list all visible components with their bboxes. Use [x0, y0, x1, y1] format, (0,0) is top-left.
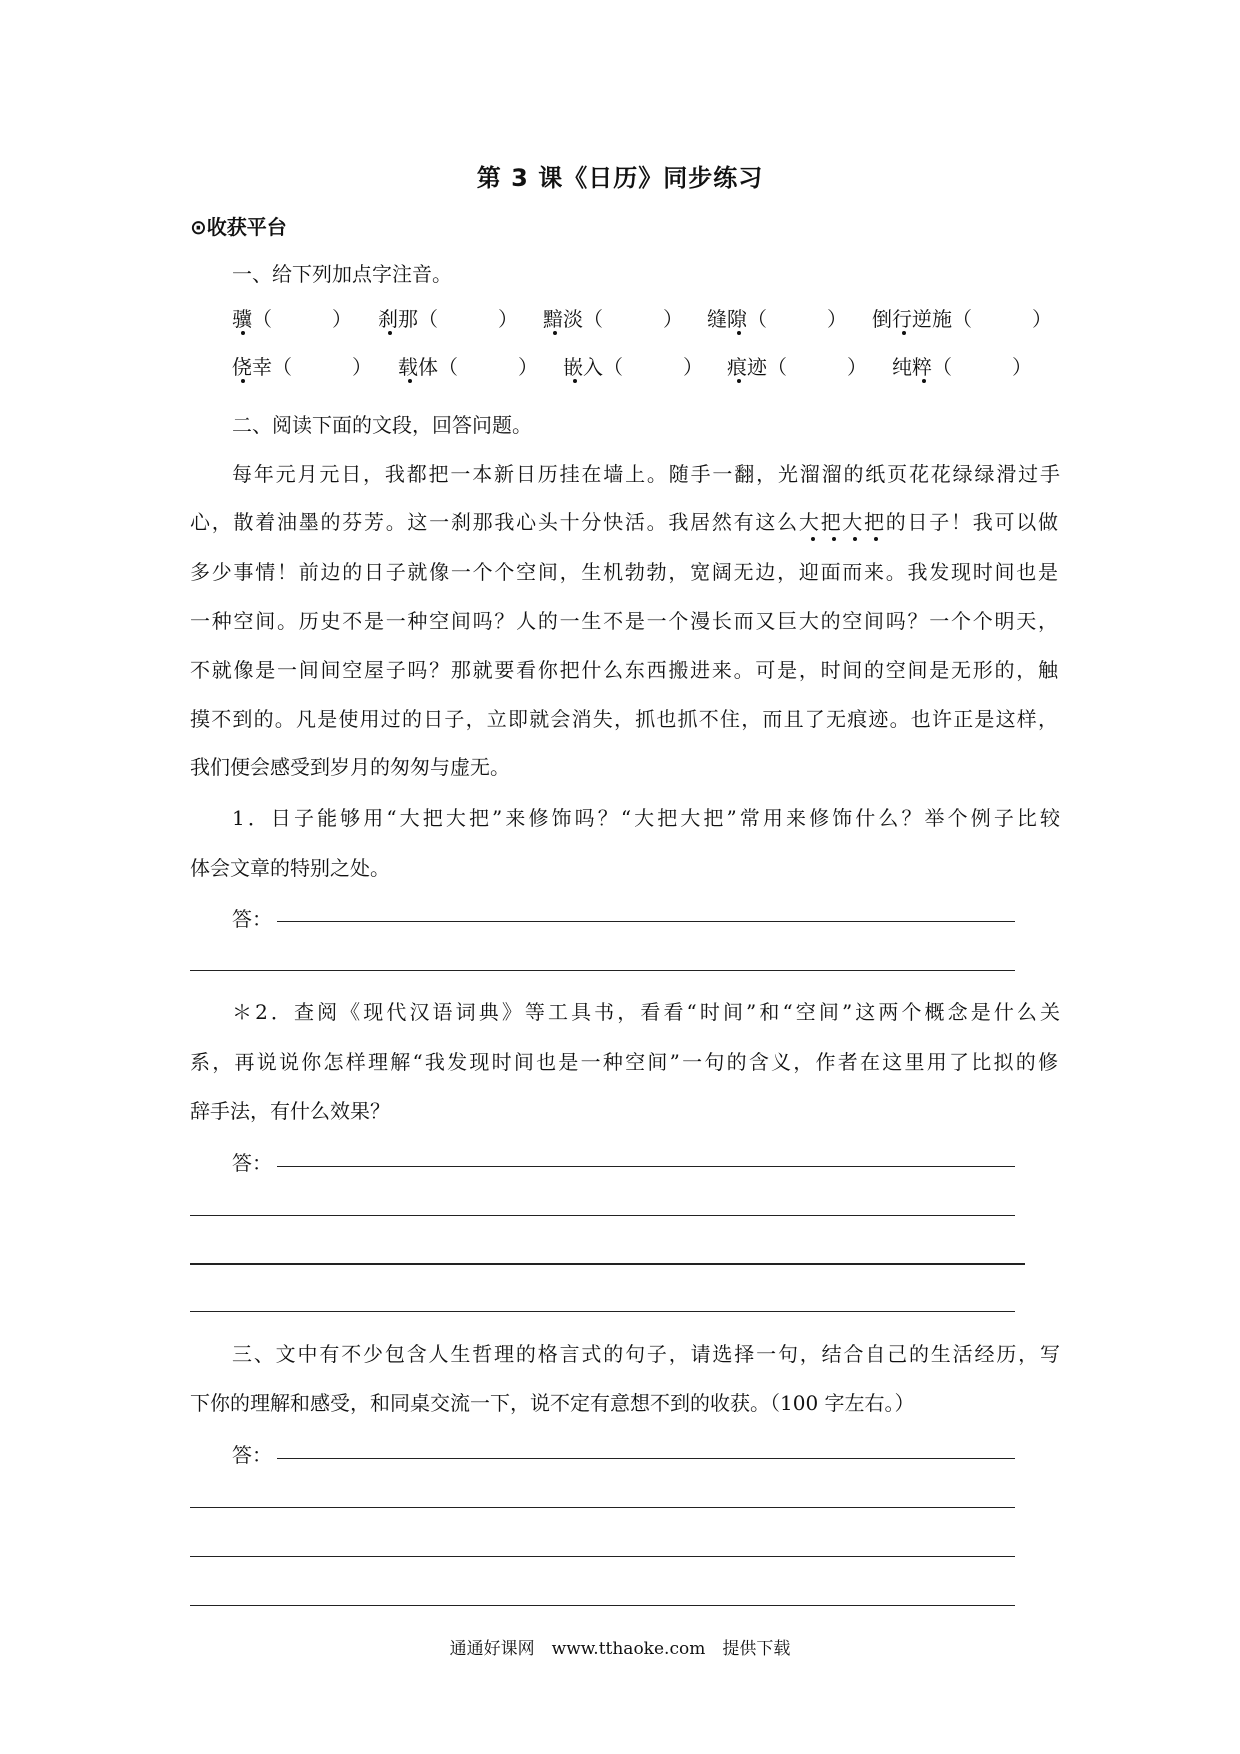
footer-credit: 通通好课网 www.tthaoke.com 提供下载: [449, 1639, 791, 1659]
answer-line[interactable]: [277, 1458, 1015, 1459]
answer-line[interactable]: [190, 1311, 1015, 1312]
pinyin-item: 骥（ ）: [232, 307, 352, 331]
sub-question-1-cont: 体会文章的特别之处。: [190, 856, 390, 880]
answer-line[interactable]: [190, 970, 1015, 971]
pinyin-item: 倒行逆施（ ）: [872, 307, 1052, 331]
pinyin-item: 黯淡（ ）: [543, 307, 683, 331]
page-title: 第 3 课《日历》同步练习: [476, 164, 764, 192]
emphasis-dot: [388, 331, 392, 335]
emphasis-dot: [573, 379, 577, 383]
answer-line[interactable]: [190, 1263, 1025, 1265]
emphasis-dot: [902, 331, 906, 335]
emphasis-dot: [832, 537, 836, 541]
answer-label: 答：: [232, 1151, 272, 1175]
q3-prompt: 三、文中有不少包含人生哲理的格言式的句子，请选择一句，结合自己的生活经历，写: [232, 1342, 1060, 1366]
emphasis-dot: [553, 331, 557, 335]
emphasis-dot: [408, 379, 412, 383]
passage-line: 每年元月元日，我都把一本新日历挂在墙上。随手一翻，光溜溜的纸页花花绿绿滑过手: [232, 462, 1060, 486]
q3-prompt-cont: 下你的理解和感受，和同桌交流一下，说不定有意想不到的收获。（100 字左右。）: [190, 1391, 915, 1415]
passage-line: 我们便会感受到岁月的匆匆与虚无。: [190, 755, 510, 779]
emphasis-dot: [922, 379, 926, 383]
passage-line: 多少事情！前边的日子就像一个个空间，生机勃勃，宽阔无边，迎面而来。我发现时间也是: [190, 560, 1058, 584]
passage-line: 不就像是一间间空屋子吗？那就要看你把什么东西搬进来。可是，时间的空间是无形的，触: [190, 658, 1058, 682]
answer-line[interactable]: [190, 1556, 1015, 1557]
answer-line[interactable]: [190, 1215, 1015, 1216]
sub-question-1: 1．日子能够用“大把大把”来修饰吗？“大把大把”常用来修饰什么？举个例子比较: [232, 806, 1060, 830]
pinyin-item: 痕迹（ ）: [727, 355, 867, 379]
emphasis-dot: [874, 537, 878, 541]
answer-line[interactable]: [190, 1605, 1015, 1606]
sub-question-2-cont: 辞手法，有什么效果？: [190, 1099, 390, 1123]
pinyin-item: 载体（ ）: [398, 355, 538, 379]
sub-question-2: ＊2．查阅《现代汉语词典》等工具书，看看“时间”和“空间”这两个概念是什么关: [232, 1000, 1060, 1024]
passage-line: 一种空间。历史不是一种空间吗？人的一生不是一个漫长而又巨大的空间吗？一个个明天，: [190, 609, 1058, 633]
pinyin-item: 刹那（ ）: [378, 307, 518, 331]
answer-line[interactable]: [190, 1507, 1015, 1508]
pinyin-item: 嵌入（ ）: [563, 355, 703, 379]
pinyin-item: 缝隙（ ）: [707, 307, 847, 331]
pinyin-item: 侥幸（ ）: [232, 355, 372, 379]
sub-question-2-cont: 系，再说说你怎样理解“我发现时间也是一种空间”一句的含义，作者在这里用了比拟的修: [190, 1050, 1058, 1074]
answer-line[interactable]: [277, 921, 1015, 922]
emphasis-dot: [737, 379, 741, 383]
emphasis-dot: [241, 331, 245, 335]
q1-prompt: 一、给下列加点字注音。: [232, 262, 452, 286]
pinyin-item: 纯粹（ ）: [892, 355, 1032, 379]
emphasis-dot: [737, 331, 741, 335]
q2-prompt: 二、阅读下面的文段，回答问题。: [232, 413, 532, 437]
emphasis-dot: [853, 537, 857, 541]
emphasis-dot: [241, 379, 245, 383]
answer-line[interactable]: [277, 1166, 1015, 1167]
answer-label: 答：: [232, 907, 272, 931]
answer-label: 答：: [232, 1443, 272, 1467]
q1-row-2: [0, 351, 1240, 381]
q1-row-1: [0, 303, 1240, 333]
passage-line: 心，散着油墨的芬芳。这一刹那我心头十分快活。我居然有这么大把大把的日子！我可以做: [190, 510, 1058, 534]
emphasis-dot: [811, 537, 815, 541]
passage-line: 摸不到的。凡是使用过的日子，立即就会消失，抓也抓不住，而且了无痕迹。也许正是这样，: [190, 707, 1058, 731]
section-heading: ⊙收获平台: [190, 215, 287, 239]
